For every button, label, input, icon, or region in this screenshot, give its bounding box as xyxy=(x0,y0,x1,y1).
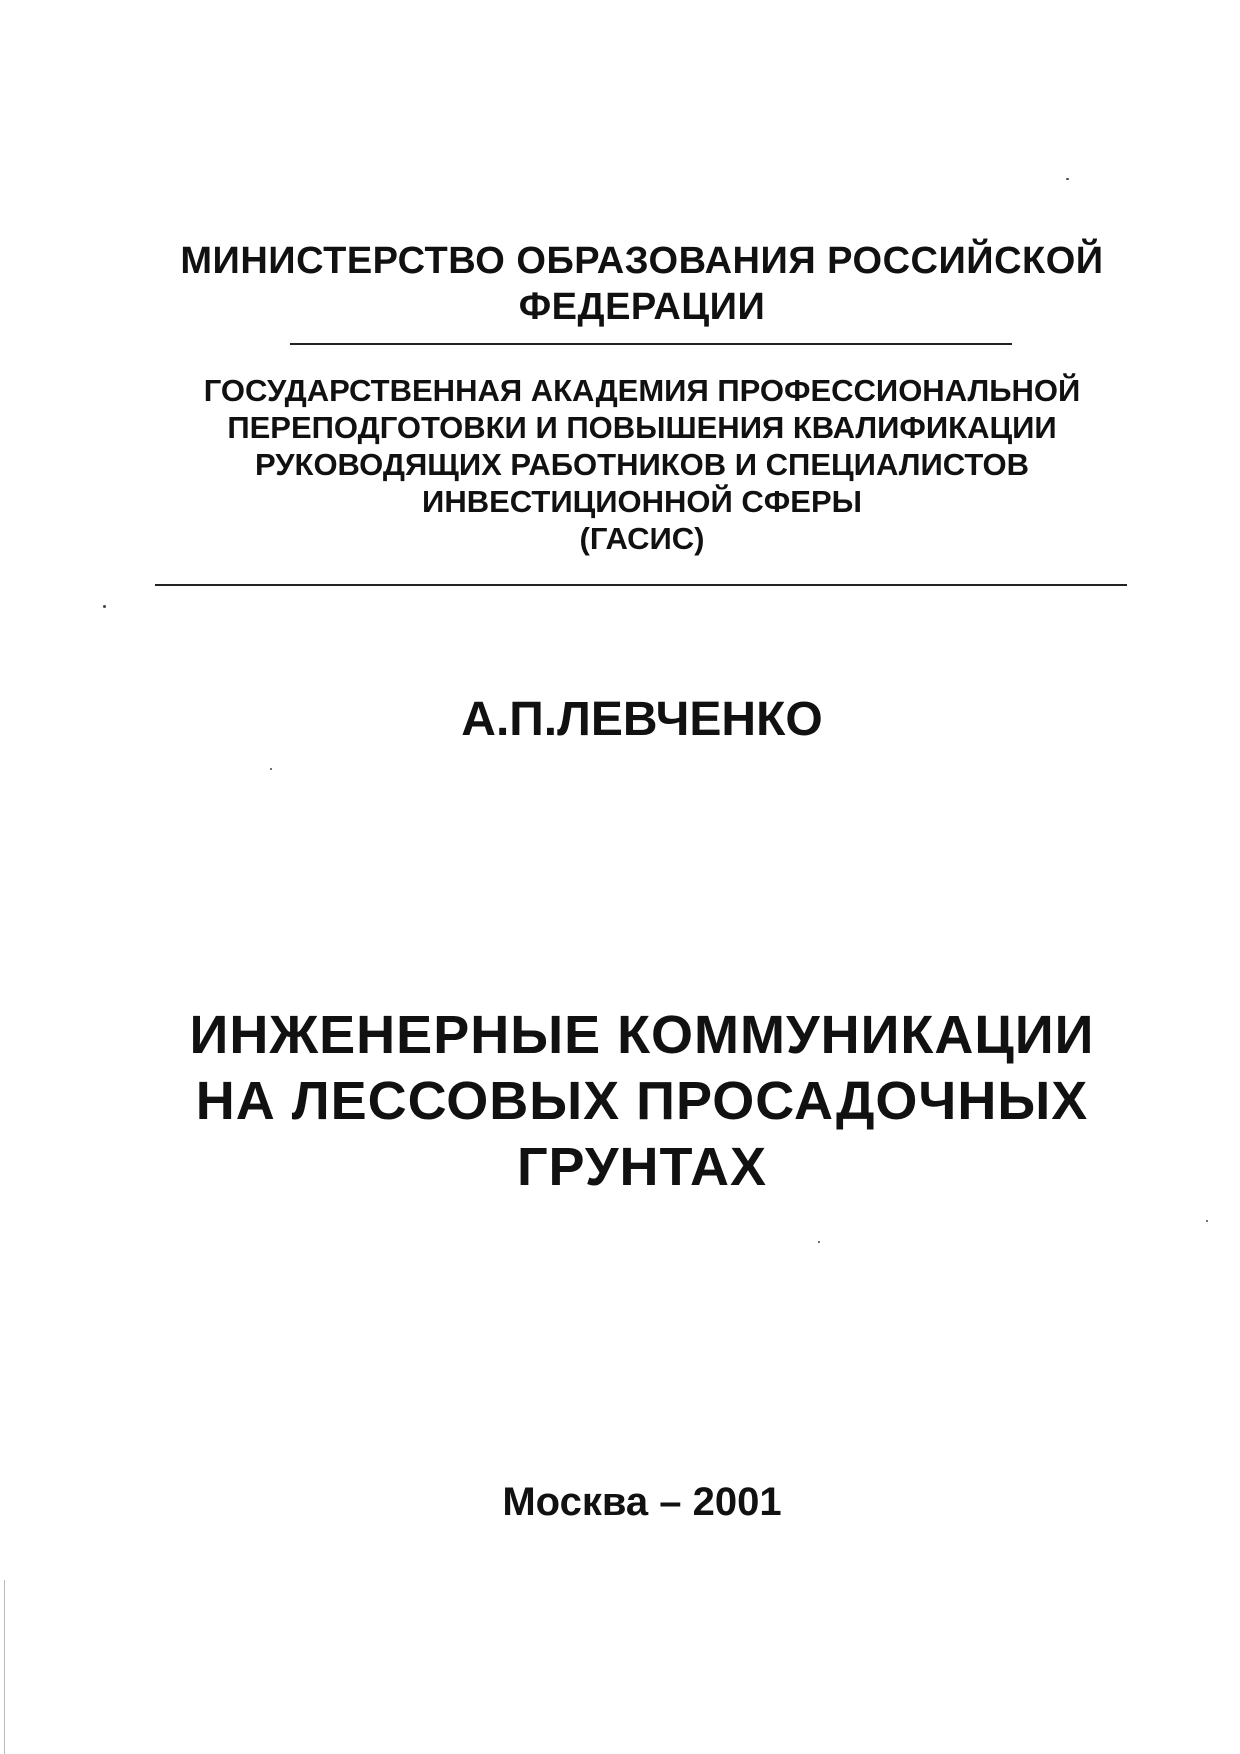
book-title xyxy=(22,1002,1240,1200)
divider-rule-top xyxy=(290,343,1012,345)
ministry-heading xyxy=(22,238,1240,330)
book-title-line-3: ГРУНТАХ xyxy=(516,1137,768,1197)
academy-line-2: ПЕРЕПОДГОТОВКИ И ПОВЫШЕНИЯ КВАЛИФИКАЦИИ xyxy=(227,410,1057,445)
book-title-line-2: НА ЛЕССОВЫХ ПРОСАДОЧНЫХ xyxy=(195,1071,1089,1131)
academy-line-4: ИНВЕСТИЦИОННОЙ СФЕРЫ xyxy=(422,484,862,519)
ministry-line-2: ФЕДЕРАЦИИ xyxy=(518,286,766,328)
scan-speck xyxy=(818,1241,820,1243)
academy-heading xyxy=(22,372,1240,557)
scan-speck xyxy=(1206,1220,1208,1222)
academy-abbreviation: (ГАСИС) xyxy=(579,521,705,556)
scan-margin-edge xyxy=(4,1580,5,1754)
scan-speck xyxy=(1066,178,1069,180)
book-title-line-1: ИНЖЕНЕРНЫЕ КОММУНИКАЦИИ xyxy=(189,1005,1095,1065)
divider-rule-bottom xyxy=(155,584,1127,586)
scan-speck xyxy=(103,605,106,608)
scan-speck xyxy=(270,768,272,770)
author-name: А.П.ЛЕВЧЕНКО xyxy=(461,693,823,746)
ministry-line-1: МИНИСТЕРСТВО ОБРАЗОВАНИЯ РОССИЙСКОЙ xyxy=(180,240,1104,282)
place-and-year: Москва – 2001 xyxy=(502,1480,782,1524)
academy-line-3: РУКОВОДЯЩИХ РАБОТНИКОВ И СПЕЦИАЛИСТОВ xyxy=(254,447,1030,482)
academy-line-1: ГОСУДАРСТВЕННАЯ АКАДЕМИЯ ПРОФЕССИОНАЛЬНОЙ xyxy=(203,373,1081,408)
